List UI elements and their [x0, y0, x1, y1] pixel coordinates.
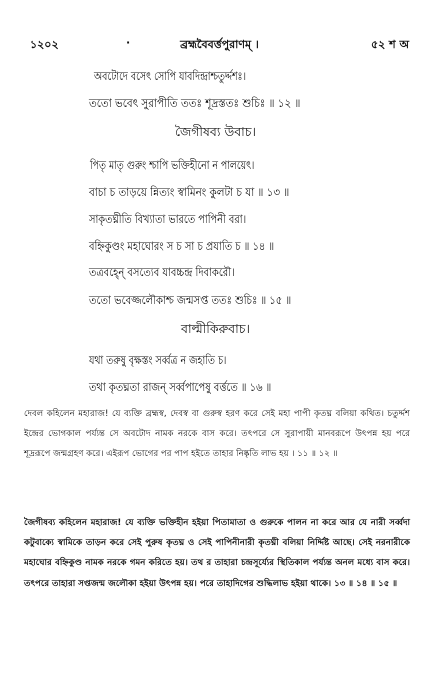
- book-title: ব্রহ্মবৈবর্ত্তপুরাণম্ ।: [180, 38, 259, 51]
- commentary-paragraph: দেবল কহিলেন মহারাজ! যে ব্যক্তি ব্রহ্মস্ব, দেবস্ব বা গুরুস্ব হরণ করে সেই মহা পাপী কৃতঘ্ন বলিয়া কথিত। চতুর্দ্দশ ইন্দ্রের ভোগকাল পর্য্যন্ত সে অবটোদ নামক নরকে বাস করে। তৎপরে সে সুরাপায়ী মানবরূপে উৎপন্ন হয় পরে শূদ্ররূপে জন্মগ্রহণ করে। এইরূপ ভোগের পর পাপ হইতে তাহার নিষ্কৃতি লাভ হয় । ১১ ॥ ১২ ॥: [24, 409, 410, 460]
- speaker-heading: বাল্মীকিরুবাচ।: [181, 321, 250, 336]
- header-dot: ·: [126, 36, 131, 49]
- verse-line: সাকৃতঘ্নীতি বিখ্যাতা ভারতে পাপিনী বরা।: [89, 212, 247, 226]
- verse-line: অবটোদে বসেৎ সোপি যাবদিন্দ্রাশ্চতুর্দ্দশঃ।: [94, 69, 246, 83]
- verse-line: পিতৃ মাতৃ গুরুং শ্চাপি ভক্তিহীনো ন পালয়েৎ।: [90, 158, 255, 172]
- page-number: ১২০২: [30, 38, 59, 51]
- verse-line: ততো ভবেৎ সুরাপীতি ততঃ শূদ্রস্ততঃ শুচিঃ ॥ ১২ ॥: [89, 96, 301, 110]
- verse-line: তথা কৃতঘ্নতা রাজন্ সর্ব্বপাপেষু বর্ত্ততে ॥ ১৬ ॥: [89, 380, 272, 394]
- commentary-paragraph: জৈগীষব্য কহিলেন মহারাজ! যে ব্যক্তি ভক্তিহীন হইয়া পিতামাতা ও গুরুকে পালন না করে আর যে নারী সর্ব্বদা কটুবাক্যে স্বামিকে তাড়ন করে সেই পুরুষ কৃতঘ্ন ও সেই পাপিনীনারী কৃতঘ্নী বলিয়া নির্দ্দিষ্ট আছে। সেই নরনারীকে মহাঘোর বহ্নিকুণ্ড নামক নরকে গমন করিতে হয়। তথ র তাহারা চন্দ্রসূর্য্যের স্থিতিকাল পর্য্যন্ত অনল মধ্যে বাস করে। তৎপরে তাহারা সপ্তজন্ম জলৌকা হইয়া উৎপন্ন হয়। পরে তাহাদিগের শুদ্ধিলাভ হইয়া থাকে। ১৩ ॥ ১৪ ॥ ১৫ ॥: [24, 518, 410, 589]
- verse-line: তত্রবহ্নে্ বসত্যেব যাবচ্চন্দ্র দিবাকরৌ।: [89, 265, 235, 279]
- verse-line: বহ্নিকুণ্ডং মহাঘোরং স চ সা চ প্রযাতি চ ॥ ১৪ ॥: [89, 239, 275, 253]
- speaker-heading: জৈগীষব্য উবাচ।: [175, 124, 256, 139]
- page-header: [30, 36, 409, 54]
- chapter-number: ৫২ শ অ: [371, 38, 409, 51]
- verse-line: যথা তরুষু বৃক্ষস্তং সর্ব্বত্র ন জহাতি চ।: [89, 353, 227, 367]
- verse-line: বাচা চ তাড়য়ে ন্নিত্যং স্বামিনং কুলটা চ যা ॥ ১৩ ॥: [89, 185, 290, 199]
- verse-line: ততো ভবেজ্জলৌকাশ্চ জন্মসপ্ত ততঃ শুচিঃ ॥ ১৫ ॥: [89, 293, 292, 307]
